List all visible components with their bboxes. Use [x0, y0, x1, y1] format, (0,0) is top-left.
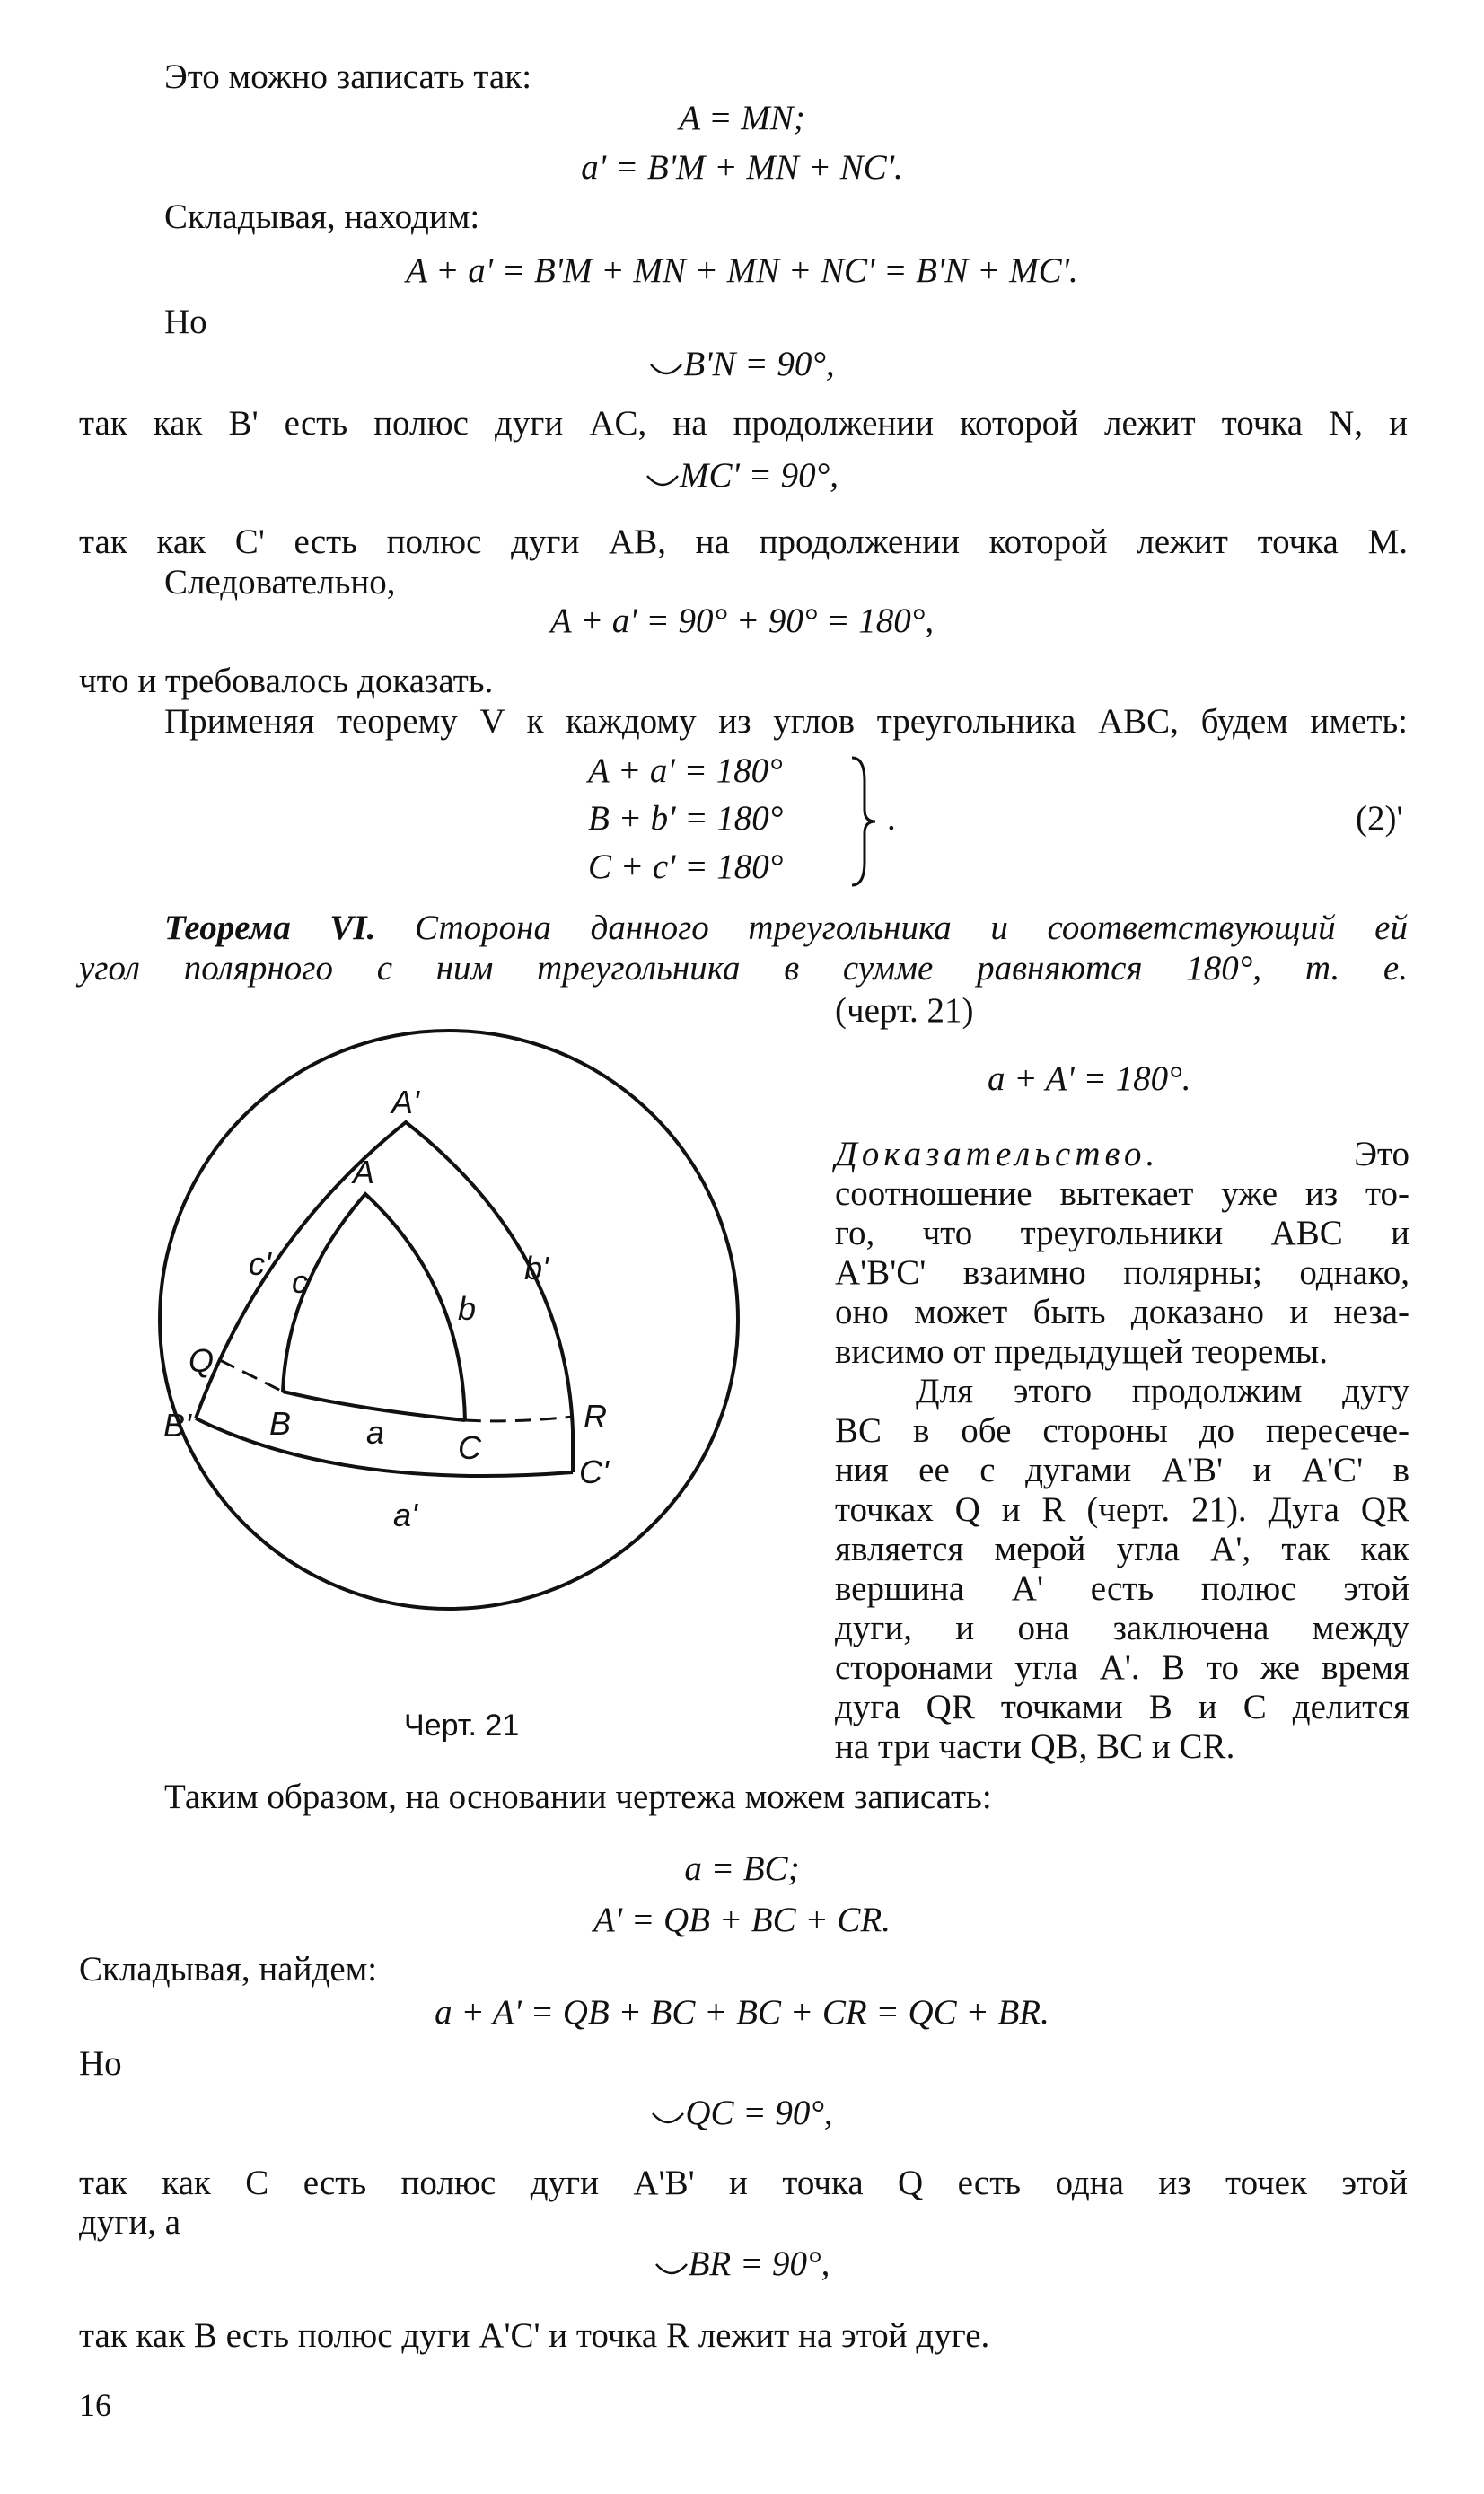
right-brace: [848, 754, 881, 889]
text-line: Для этого продолжим дугу: [916, 1372, 1409, 1410]
label-Q: Q: [189, 1342, 215, 1379]
theorem-line: угол полярного с ним треугольника в сумме равняются 180°, т. е.: [79, 949, 1408, 988]
text-line: Складывая, найдем:: [79, 1950, 378, 1989]
label-B1: B': [163, 1407, 191, 1444]
equation: a = BC;: [684, 1849, 800, 1888]
text-line: [835, 1133, 1409, 1176]
arc-symbol: [645, 467, 680, 494]
triangle-abc-sides: [283, 1194, 465, 1421]
theorem-heading: Теорема VI.: [164, 909, 376, 947]
text-line: BC в обе стороны до пересече-: [835, 1411, 1409, 1450]
text-line: точках Q и R (черт. 21). Дуга QR: [835, 1490, 1409, 1529]
equation: a + A' = QB + BC + BC + CR = QC + BR.: [435, 1993, 1049, 2032]
equation-text: BR = 90°,: [688, 2244, 830, 2283]
label-a: a: [366, 1414, 385, 1451]
text-line: A'B'C' взаимно полярны; однако,: [835, 1253, 1409, 1292]
label-c1: c': [249, 1245, 271, 1282]
equation: a' = B'M + MN + NC'.: [581, 148, 903, 187]
equation: A + a' = B'M + MN + MN + NC' = B'N + MC'.: [406, 251, 1078, 290]
system-dot: .: [887, 799, 896, 838]
text-line: ния ее с дугами A'B' и A'C' в: [835, 1451, 1409, 1489]
text-line: сторонами угла A'. В то же время: [835, 1648, 1409, 1687]
text-line: дуги, а: [79, 2203, 181, 2242]
label-C1: C': [579, 1453, 609, 1490]
system-row: C + c' = 180°: [588, 847, 784, 886]
label-b: b: [458, 1290, 477, 1327]
label-A1: A': [391, 1084, 419, 1120]
text-line: соотношение вытекает уже из то-: [835, 1174, 1409, 1213]
equation: A + a' = 90° + 90° = 180°,: [549, 602, 935, 640]
text-line: Складывая, находим:: [164, 198, 480, 236]
equation: [0, 343, 1484, 386]
arc-symbol: [649, 356, 683, 382]
text-line: го, что треугольники ABC и: [835, 1214, 1409, 1252]
text-line: Применяя теорему V к каждому из углов треугольника ABC, будем иметь:: [164, 702, 1408, 741]
text-line: висимо от предыдущей теоремы.: [835, 1332, 1328, 1371]
label-b1: b': [524, 1250, 549, 1287]
text-line: дуга QR точками B и C делится: [835, 1688, 1409, 1726]
text-line: является мерой угла A', так как: [835, 1530, 1409, 1568]
label-R: R: [584, 1398, 607, 1435]
equation: [0, 454, 1484, 497]
extension-cr: [465, 1417, 573, 1421]
text-line: Следовательно,: [164, 563, 396, 602]
extension-qb: [220, 1360, 283, 1392]
system-row: A + a' = 180°: [588, 751, 783, 790]
text-line: так как B есть полюс дуги A'C' и точка R лежит на этой дуге.: [79, 2316, 990, 2355]
figure-labels: [163, 1084, 610, 1533]
label-B: B: [269, 1405, 292, 1442]
theorem-text: Сторона данного треугольника и соответствующий ей: [414, 909, 1408, 947]
equation: a + A' = 180°.: [988, 1059, 1191, 1098]
text-line: так как B' есть полюс дуги AC, на продолжении которой лежит точка N, и: [79, 404, 1408, 443]
label-c: c: [292, 1263, 308, 1300]
equation-number: (2)': [1356, 799, 1403, 838]
theorem-line: [164, 907, 1408, 950]
text-line: что и требовалось доказать.: [79, 662, 494, 700]
equation: A = MN;: [679, 99, 805, 137]
equation-text: QC = 90°,: [685, 2094, 833, 2132]
text-line: на три части QB, BC и CR.: [835, 1727, 1235, 1766]
text-line: оно может быть доказано и неза-: [835, 1293, 1409, 1331]
text-line: дуги, и она заключена между: [835, 1609, 1409, 1647]
label-C: C: [458, 1429, 481, 1466]
system-row: B + b' = 180°: [588, 799, 784, 838]
arc-symbol: [651, 2104, 685, 2131]
text-line: Но: [79, 2044, 122, 2083]
text-line: Таким образом, на основании чертежа можем записать:: [164, 1778, 992, 1816]
text-line: (черт. 21): [835, 991, 974, 1030]
text-line: так как C' есть полюс дуги AB, на продолжении которой лежит точка M.: [79, 523, 1408, 561]
equation-text: B'N = 90°,: [683, 345, 835, 383]
equation-text: MC' = 90°,: [679, 456, 839, 495]
text-line: так как C есть полюс дуги A'B' и точка Q есть одна из точек этой: [79, 2164, 1408, 2202]
proof-heading: Доказательство.: [835, 1135, 1160, 1173]
text-line: Но: [164, 303, 207, 341]
proof-text: Это: [1354, 1135, 1409, 1173]
figure-21-spherical-triangles: [126, 1014, 772, 1724]
equation: [0, 2092, 1484, 2135]
equation: A' = QB + BC + CR.: [593, 1901, 891, 1939]
label-A: A: [353, 1154, 375, 1190]
text-line: Это можно записать так:: [164, 57, 532, 96]
text-line: вершина A' есть полюс этой: [835, 1569, 1409, 1608]
equation: [0, 2243, 1484, 2286]
page-number: 16: [79, 2387, 111, 2423]
figure-caption: Черт. 21: [404, 1708, 520, 1743]
label-a1: a': [393, 1497, 417, 1533]
arc-symbol: [654, 2255, 689, 2282]
